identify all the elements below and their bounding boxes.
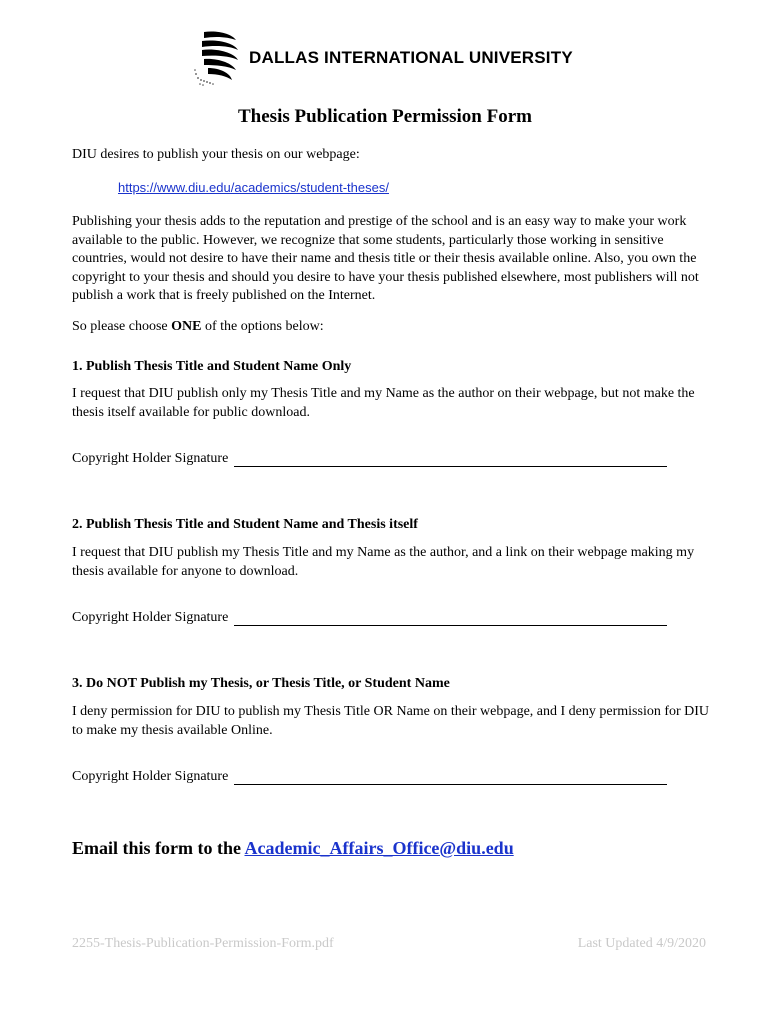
option-3-signature-line[interactable] [234, 770, 667, 785]
option-3-signature-label: Copyright Holder Signature [72, 769, 229, 784]
option-2-text: I request that DIU publish my Thesis Title and my Name as the author, and a link on their webpage making my thesis available for anyone to download. [72, 545, 695, 579]
option-2-signature-row [72, 610, 682, 626]
option-1-text: I request that DIU publish only my Thesis Title and my Name as the author on their webpage, but not make the thesis itself available for public download. [72, 386, 695, 420]
intro-text: DIU desires to publish your thesis on our webpage: [72, 147, 360, 162]
option-2-signature-line[interactable] [234, 611, 667, 626]
email-instruction [72, 838, 514, 859]
university-logo-icon [192, 28, 244, 88]
option-1-signature-line[interactable] [234, 452, 667, 467]
choose-prefix: So please choose [72, 319, 172, 334]
university-name: DALLAS INTERNATIONAL UNIVERSITY [249, 48, 573, 67]
footer-last-updated: Last Updated 4/9/2020 [577, 936, 706, 951]
university-header [192, 28, 592, 92]
student-theses-link[interactable]: https://www.diu.edu/academics/student-theses/ [118, 180, 389, 195]
email-address-link[interactable]: Academic_Affairs_Office@diu.edu [244, 838, 514, 858]
email-prefix: Email this form to the [72, 838, 245, 858]
option-1-signature-row [72, 451, 682, 467]
option-2-heading: 2. Publish Thesis Title and Student Name and Thesis itself [72, 517, 418, 532]
choose-suffix: of the options below: [201, 319, 324, 334]
choose-instruction [72, 318, 712, 337]
explanation-paragraph: Publishing your thesis adds to the reputation and prestige of the school and is an easy way to make your work available to the public. However, we recognize that some students, particularly those working in sensitive countries, would not desire to have their name and thesis title or their thesis available online. Also, you own the copyright to your thesis and should you desire to have your thesis published elsewhere, most publishers will not publish a work that is freely published on the Internet. [72, 214, 699, 303]
form-title: Thesis Publication Permission Form [238, 106, 532, 127]
option-1-heading: 1. Publish Thesis Title and Student Name Only [72, 359, 352, 374]
footer-filename: 2255-Thesis-Publication-Permission-Form.pdf [72, 936, 334, 951]
option-3-signature-row [72, 769, 682, 785]
option-1-signature-label: Copyright Holder Signature [72, 451, 229, 466]
option-3-text: I deny permission for DIU to publish my Thesis Title OR Name on their webpage, and I deny permission for DIU to make my thesis available Online. [72, 704, 710, 738]
option-2-signature-label: Copyright Holder Signature [72, 610, 229, 625]
choose-emphasis: ONE [171, 319, 202, 334]
option-3-heading: 3. Do NOT Publish my Thesis, or Thesis Title, or Student Name [72, 676, 450, 691]
